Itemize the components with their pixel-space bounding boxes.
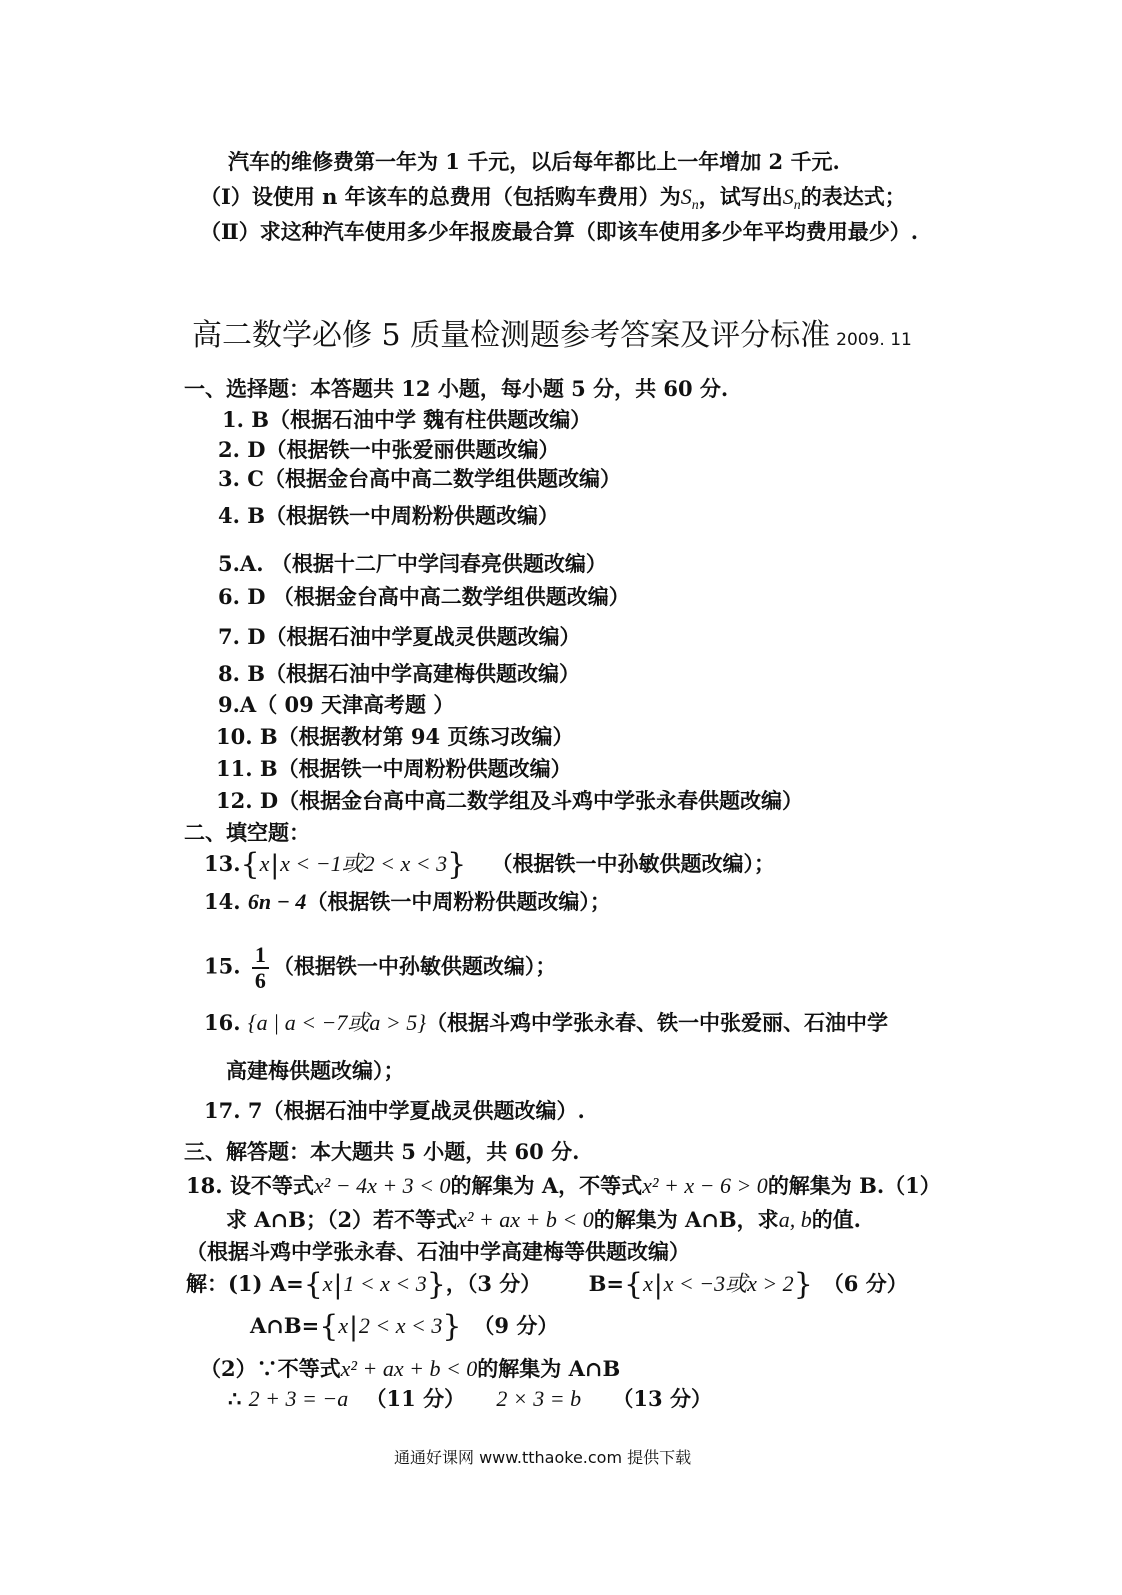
solution-line-3: （2）∵不等式x² + ax + b < 0的解集为 A∩B [200, 1356, 621, 1381]
brace-open-icon: { [319, 1309, 339, 1344]
section1-heading: 一、选择题：本答题共 12 小题，每小题 5 分，共 60 分. [184, 376, 729, 401]
title-text: 高二数学必修 5 质量检测题参考答案及评分标准 [192, 318, 831, 353]
answer-item: 4. B（根据铁一中周粉粉供题改编） [218, 503, 559, 528]
intro-line-1: 汽车的维修费第一年为 1 千元，以后每年都比上一年增加 2 千元. [228, 149, 840, 174]
answer-item: 12. D（根据金台高中高二数学组及斗鸡中学张永春供题改编） [216, 788, 804, 813]
q18-source: （根据斗鸡中学张永春、石油中学高建梅等供题改编） [186, 1239, 690, 1264]
solution-line-1: 解：(1) A={x|1 < x < 3}，（3 分） B={x|x < −3或x > 2} （6 分） [186, 1267, 908, 1302]
set-bar-icon: | [270, 850, 280, 880]
fill-q13: 13.{x|x < −1或2 < x < 3} （根据铁一中孙敏供题改编）； [204, 847, 775, 882]
set-bar-icon: | [349, 1312, 358, 1342]
brace-open-icon: { [303, 1267, 323, 1302]
page-title [192, 316, 912, 360]
fill-q16: 16. {a | a < −7或a > 5}（根据斗鸡中学张永春、铁一中张爱丽、石油中学 [204, 1010, 889, 1035]
set-bar-icon: | [333, 1270, 343, 1300]
answer-item: 11. B（根据铁一中周粉粉供题改编） [216, 756, 572, 781]
solution-line-2: A∩B={x|2 < x < 3} （9 分） [250, 1309, 559, 1344]
answer-item: 7. D（根据石油中学夏战灵供题改编） [218, 624, 581, 649]
footer-download-note: 通通好课网 www.tthaoke.com 提供下载 [394, 1448, 692, 1467]
intro-line-2 [200, 183, 906, 220]
answer-item: 1. B（根据石油中学 魏有柱供题改编） [222, 407, 592, 432]
answer-item: 3. C（根据金台高中高二数学组供题改编） [218, 466, 621, 491]
brace-close-icon: } [426, 1267, 446, 1302]
fill-q15: 15. $\frac{1}{6}$ （根据铁一中孙敏供题改编）； [204, 942, 557, 993]
brace-close-icon: } [442, 1309, 462, 1344]
answer-item: 10. B（根据教材第 94 页练习改编） [216, 724, 574, 749]
answer-item: 5.A. （根据十二厂中学闫春亮供题改编） [218, 551, 607, 576]
solution-line-4: ∴ 2 + 3 = −a （11 分） 2 × 3 = b （13 分） [228, 1386, 712, 1411]
intro-line-2-part-c: 的表达式； [800, 184, 906, 209]
intro-line-2-part-a: （Ⅰ）设使用 n 年该车的总费用（包括购车费用）为 [200, 184, 681, 209]
fill-q14: 14. 6n − 4（根据铁一中周粉粉供题改编）； [204, 889, 611, 914]
answer-item: 2. D（根据铁一中张爱丽供题改编） [218, 437, 560, 462]
fill-q16-cont: 高建梅供题改编）； [226, 1058, 405, 1083]
fill-q17: 17. 7（根据石油中学夏战灵供题改编）. [204, 1098, 585, 1123]
intro-line-3: （Ⅱ）求这种汽车使用多少年报废最合算（即该车使用多少年平均费用最少）. [200, 219, 919, 244]
sn-symbol-2: $S_n$ [782, 184, 801, 213]
answer-item: 9.A（ 09 天津高考题 ） [218, 692, 455, 717]
fraction: $\frac{1}{6}$ [252, 943, 269, 993]
answer-item: 6. D （根据金台高中高二数学组供题改编） [218, 584, 630, 609]
section2-heading: 二、填空题： [184, 820, 310, 845]
answer-item: 8. B（根据石油中学高建梅供题改编） [218, 661, 580, 686]
brace-open-icon: { [623, 1267, 644, 1302]
brace-close-icon: } [793, 1267, 813, 1302]
intro-line-2-part-b: ，试写出 [698, 184, 783, 209]
q18-line-1: 18. 设不等式x² − 4x + 3 < 0的解集为 A，不等式x² + x − 6 > 0的解集为 B.（1） [186, 1173, 941, 1198]
section3-heading: 三、解答题：本大题共 5 小题，共 60 分. [184, 1139, 580, 1164]
brace-open-icon: { [240, 847, 260, 882]
set-bar-icon: | [653, 1270, 663, 1300]
brace-close-icon: } [447, 847, 467, 882]
title-date: 2009. 11 [836, 330, 912, 350]
sn-symbol: $S_n$ [680, 184, 699, 213]
q18-line-2: 求 A∩B；（2）若不等式x² + ax + b < 0的解集为 A∩B，求a, b的值. [226, 1207, 861, 1232]
